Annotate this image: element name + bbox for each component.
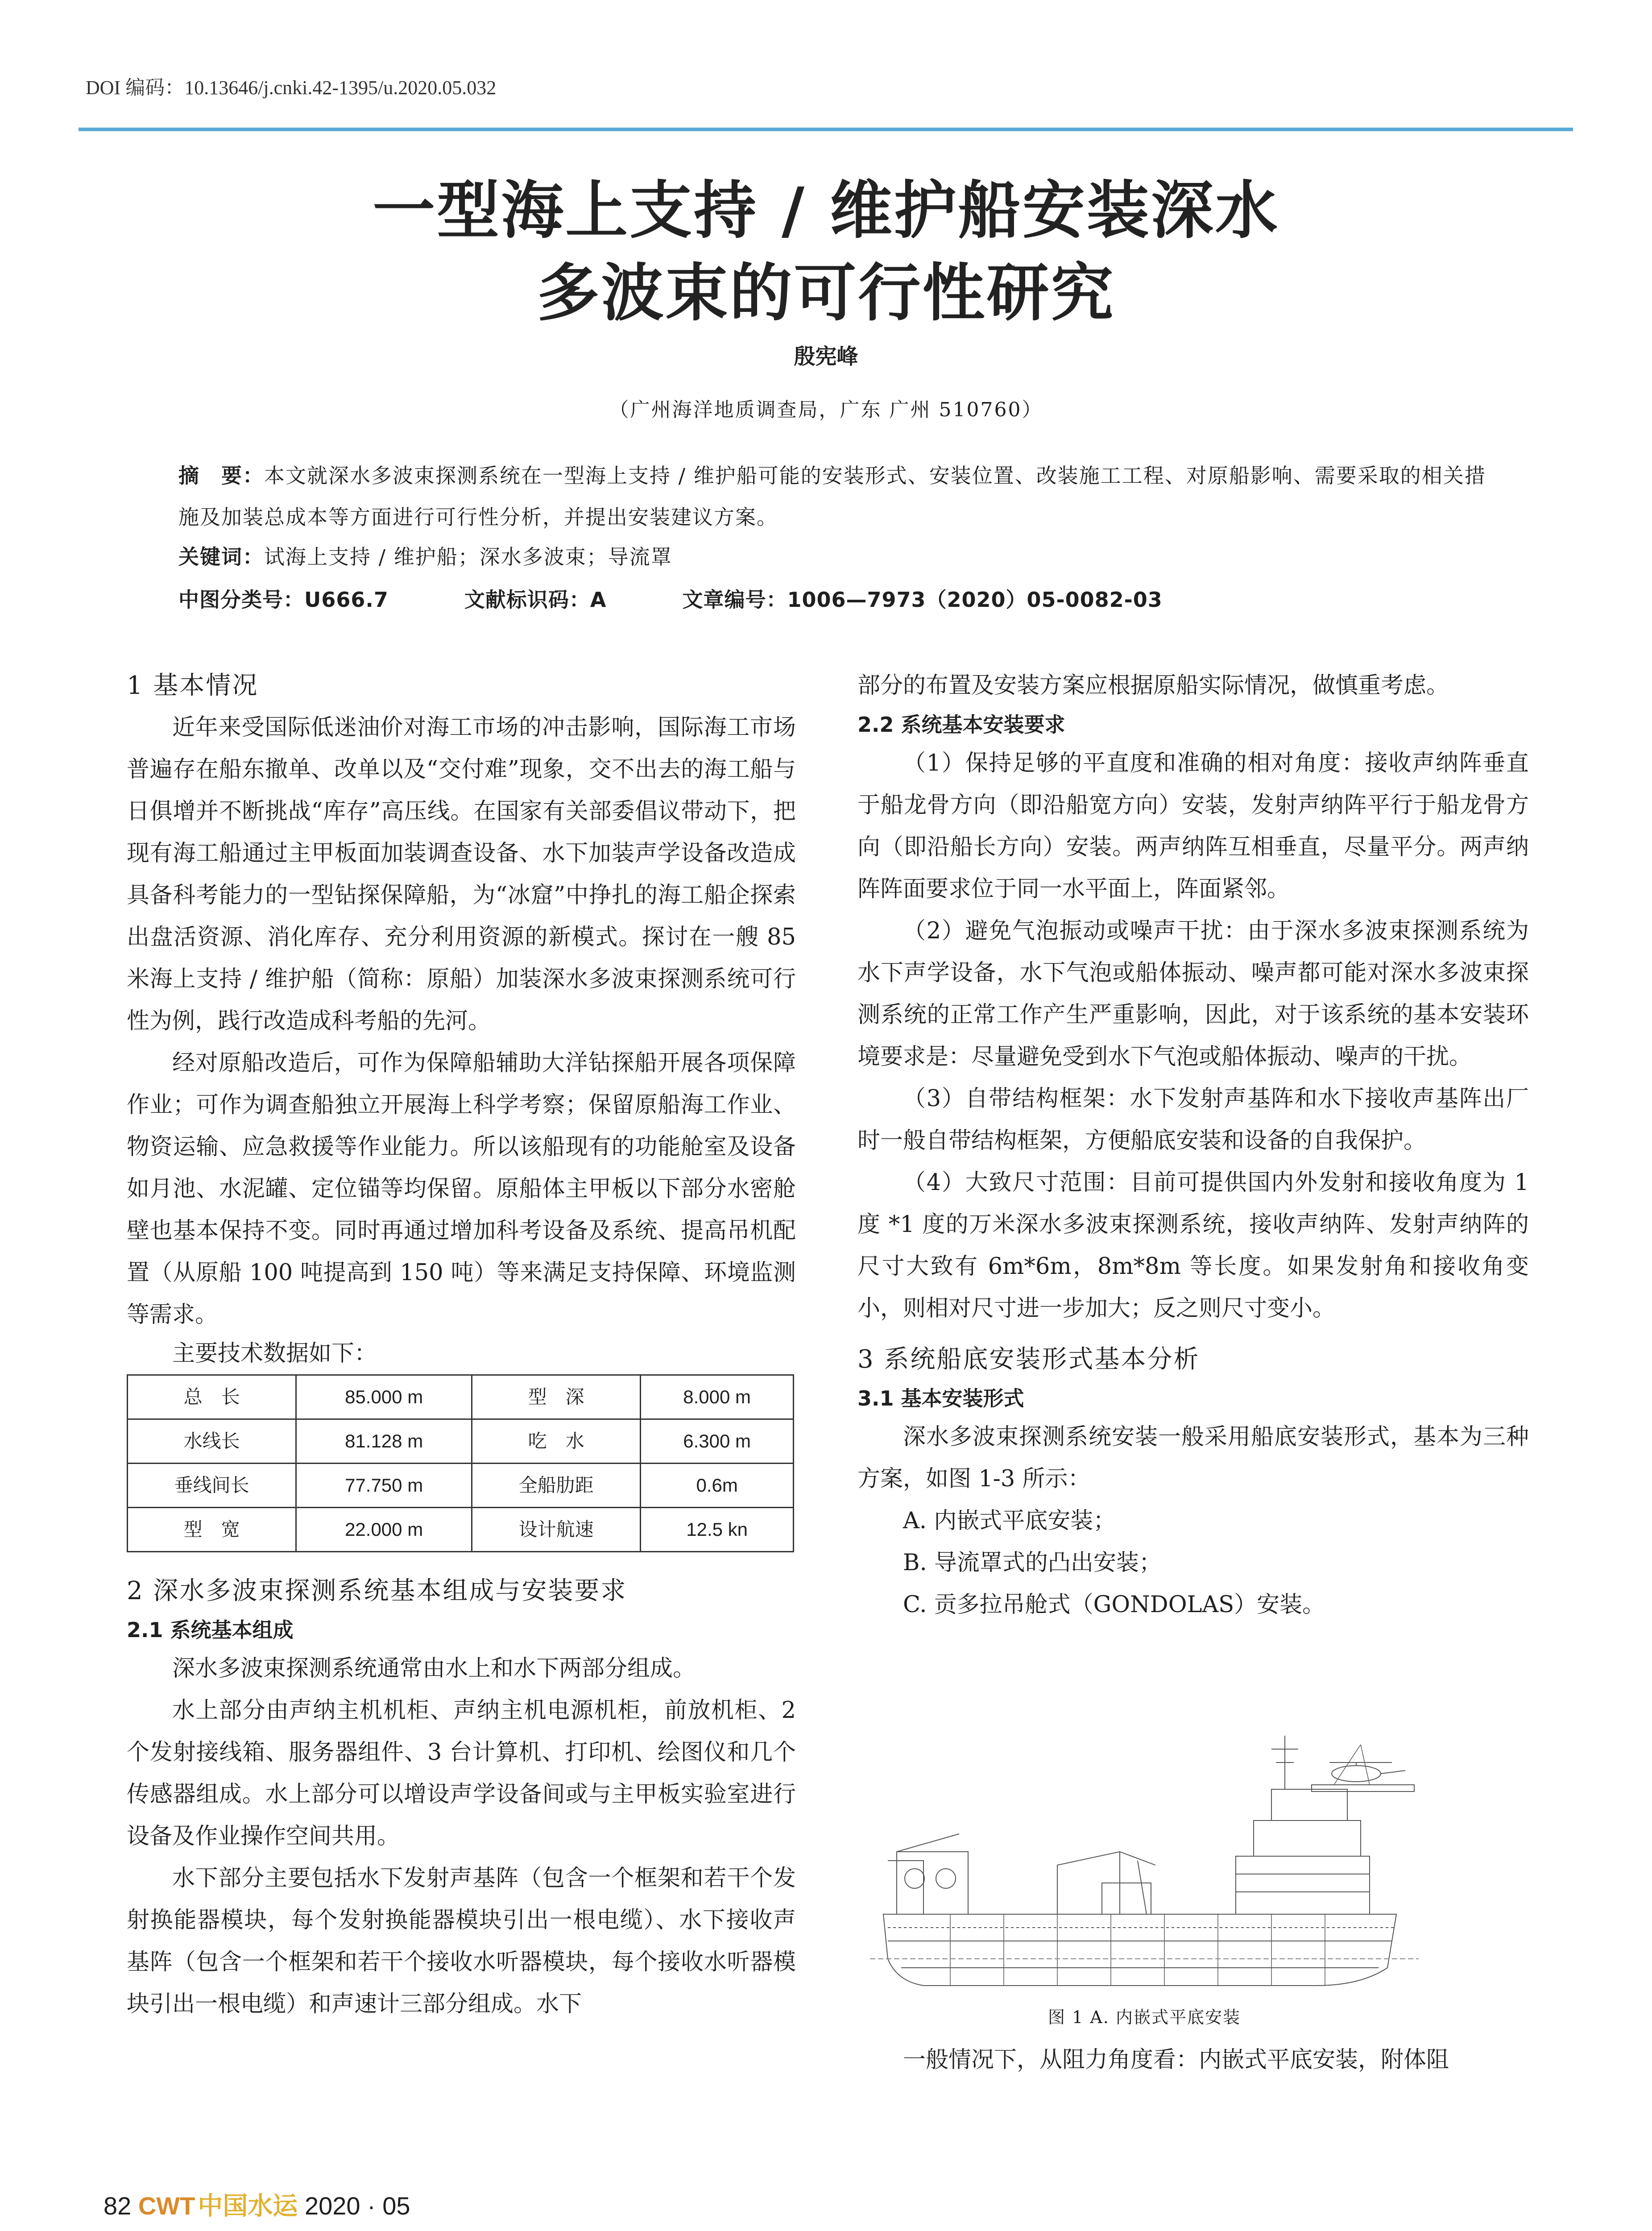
figure-caption: 图 1 A. 内嵌式平底安装 bbox=[1048, 2007, 1241, 2027]
table-cell: 6.300 m bbox=[641, 1419, 794, 1464]
table-row bbox=[128, 1375, 794, 1419]
tech-data-table bbox=[127, 1374, 794, 1552]
table-row bbox=[128, 1419, 794, 1464]
s31-paragraph-1: 深水多波束探测系统安装一般采用船底安装形式，基本为三种方案，如图 1-3 所示： bbox=[857, 1424, 1529, 1492]
s1-paragraph-2: 经对原船改造后，可作为保障船辅助大洋钻探船开展各项保障作业；可作为调查船独立开展海上科学考察；保留原船海工作业、物资运输、应急救援等作业能力。所以该船现有的功能舱室及设备如月池、水泥罐、定位锚等均保留。原船体主甲板以下部分水密舱壁也基本保持不变。同时再通过增加科考设备及系统、提高吊机配置（从原船 100 吨提高到 150 吨）等来满足支持保障、环境监测等需求。 bbox=[127, 1050, 796, 1328]
table-cell: 22.000 m bbox=[296, 1508, 472, 1552]
section-2-title: 2 深水多波束探测系统基本组成与安装要求 bbox=[127, 1576, 627, 1605]
table-cell: 81.128 m bbox=[296, 1419, 472, 1464]
section-3-title: 3 系统船底安装形式基本分析 bbox=[857, 1345, 1200, 1374]
clc-number: 中图分类号：U666.7 bbox=[178, 588, 389, 612]
s1-paragraph-1: 近年来受国际低迷油价对海工市场的冲击影响，国际海工市场普遍存在船东撤单、改单以及“交付难”现象，交不出去的海工船与日俱增并不断挑战“库存”高压线。在国家有关部委倡议带动下，把现有海工船通过主甲板面加装调查设备、水下加装声学设备改造成具备科考能力的一型钻探保障船，为“冰窟”中挣扎的海工船企探索出盘活资源、消化库存、充分利用资源的新模式。探讨在一艘 85 米海上支持 / 维护船（简称：原船）加装深水多波束探测系统可行性为例，践行改造成科考船的先河。 bbox=[127, 714, 796, 1034]
option-c: C. 贡多拉吊舱式（GONDOLAS）安装。 bbox=[903, 1592, 1325, 1618]
issue-number: 2020 · 05 bbox=[304, 2192, 410, 2220]
s21-paragraph-2: 水上部分由声纳主机机柜、声纳主机电源机柜，前放机柜、2 个发射接线箱、服务器组件、3 台计算机、打印机、绘图仪和几个传感器组成。水上部分可以增设声学设备间或与主甲板实验室进行设备及作业操作空间共用。 bbox=[127, 1697, 796, 1849]
continuation-text: 部分的布置及安装方案应根据原船实际情况，做慎重考虑。 bbox=[857, 672, 1449, 699]
section-3-1-title: 3.1 基本安装形式 bbox=[857, 1386, 1024, 1410]
classification-line bbox=[178, 584, 1163, 613]
last-paragraph: 一般情况下，从阻力角度看：内嵌式平底安装，附体阻 bbox=[903, 2047, 1449, 2073]
title-line-1: 一型海上支持 / 维护船安装深水 bbox=[373, 174, 1279, 247]
table-cell: 全船肋距 bbox=[472, 1464, 641, 1508]
page-number: 82 bbox=[104, 2192, 132, 2220]
table-cell: 垂线间长 bbox=[128, 1464, 296, 1508]
table-cell: 12.5 kn bbox=[641, 1508, 794, 1552]
page-footer bbox=[104, 2186, 410, 2222]
author: 殷宪峰 bbox=[794, 344, 858, 369]
section-2-1-title: 2.1 系统基本组成 bbox=[127, 1618, 294, 1642]
affiliation: （广州海洋地质调查局，广东 广州 510760） bbox=[609, 398, 1043, 421]
s21-paragraph-1: 深水多波束探测系统通常由水上和水下两部分组成。 bbox=[172, 1655, 696, 1682]
requirement-1: （1）保持足够的平直度和准确的相对角度：接收声纳阵垂直于船龙骨方向（即沿船宽方向）安装，发射声纳阵平行于船龙骨方向（即沿船长方向）安装。两声纳阵互相垂直，尽量平分。两声纳阵阵面要求位于同一水平面上，阵面紧邻。 bbox=[857, 750, 1529, 902]
abstract-label: 摘 要： bbox=[178, 464, 264, 488]
table-cell: 85.000 m bbox=[296, 1375, 472, 1419]
table-cell: 型 宽 bbox=[128, 1508, 296, 1552]
option-a: A. 内嵌式平底安装； bbox=[903, 1508, 1116, 1534]
table-row bbox=[128, 1508, 794, 1552]
section-2-2-title: 2.2 系统基本安装要求 bbox=[857, 713, 1065, 737]
table-cell: 77.750 m bbox=[296, 1464, 472, 1508]
table-row bbox=[128, 1464, 794, 1508]
keywords-text: 试海上支持 / 维护船；深水多波束；导流罩 bbox=[264, 545, 672, 569]
requirement-4: （4）大致尺寸范围：目前可提供国内外发射和接收角度为 1 度 *1 度的万米深水多波束探测系统，接收声纳阵、发射声纳阵的尺寸大致有 6m*6m，8m*8m 等长度。如果发射角和接收角变小，则相对尺寸进一步加大；反之则尺寸变小。 bbox=[857, 1169, 1529, 1322]
section-1-title: 1 基本情况 bbox=[127, 671, 259, 700]
abstract-text: 本文就深水多波束探测系统在一型海上支持 / 维护船可能的安装形式、安装位置、改装施工工程、对原船影响、需要采取的相关措施及加装总成本等方面进行可行性分析，并提出安装建议方案。 bbox=[178, 464, 1486, 529]
journal-name: 中国水运 bbox=[198, 2192, 298, 2220]
s1-paragraph-3: 主要技术数据如下： bbox=[172, 1340, 377, 1367]
s21-paragraph-3: 水下部分主要包括水下发射声基阵（包含一个框架和若干个发射换能器模块，每个发射换能器模块引出一根电缆）、水下接收声基阵（包含一个框架和若干个接收水听器模块，每个接收水听器模块引出一根电缆）和声速计三部分组成。水下 bbox=[127, 1865, 796, 2017]
ship-hull-drawing bbox=[870, 1736, 1419, 1986]
ship-elevation-figure bbox=[870, 1718, 1419, 1995]
left-column bbox=[127, 665, 796, 2025]
doc-code: 文献标识码：A bbox=[464, 588, 607, 612]
table-cell: 型 深 bbox=[472, 1375, 641, 1419]
journal-logo-cwt: CWT bbox=[138, 2192, 195, 2220]
doi-line: DOI 编码：10.13646/j.cnki.42-1395/u.2020.05.032 bbox=[86, 77, 497, 99]
table-cell: 总 长 bbox=[128, 1375, 296, 1419]
requirement-3: （3）自带结构框架：水下发射声基阵和水下接收声基阵出厂时一般自带结构框架，方便船底安装和设备的自我保护。 bbox=[857, 1086, 1529, 1154]
right-column-tail bbox=[857, 2039, 1529, 2081]
header-rule bbox=[79, 128, 1573, 131]
table-cell: 设计航速 bbox=[472, 1508, 641, 1552]
table-cell: 0.6m bbox=[641, 1464, 794, 1508]
keywords-label: 关键词： bbox=[178, 545, 264, 569]
requirement-2: （2）避免气泡振动或噪声干扰：由于深水多波束探测系统为水下声学设备，水下气泡或船体振动、噪声都可能对深水多波束探测系统的正常工作产生严重影响，因此，对于该系统的基本安装环境要求是：尽量避免受到水下气泡或船体振动、噪声的干扰。 bbox=[857, 918, 1529, 1070]
right-column bbox=[857, 665, 1529, 1626]
option-b: B. 导流罩式的凸出安装； bbox=[903, 1550, 1162, 1576]
table-cell: 水线长 bbox=[128, 1419, 296, 1464]
abstract bbox=[178, 455, 1495, 538]
table-cell: 8.000 m bbox=[641, 1375, 794, 1419]
article-number: 文章编号：1006—7973（2020）05-0082-03 bbox=[682, 588, 1163, 612]
table-cell: 吃 水 bbox=[472, 1419, 641, 1464]
keywords bbox=[178, 541, 672, 570]
title-line-2: 多波束的可行性研究 bbox=[537, 257, 1115, 330]
